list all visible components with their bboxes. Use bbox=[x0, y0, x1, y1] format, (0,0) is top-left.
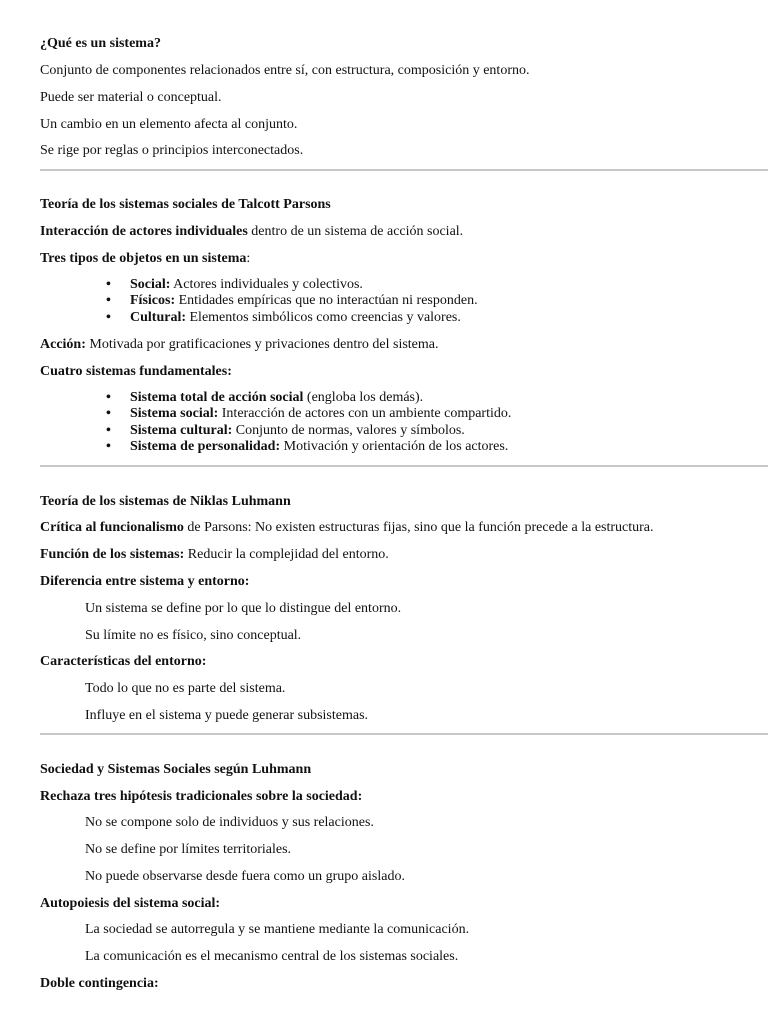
paragraph-line: Acción: Motivada por gratificaciones y privaciones dentro del sistema. bbox=[40, 337, 439, 352]
paragraph-line: Se rige por reglas o principios interconectados. bbox=[40, 143, 304, 158]
paragraph-line: Interacción de actores individuales dentro de un sistema de acción social. bbox=[40, 224, 464, 239]
indented-line: Influye en el sistema y puede generar subsistemas. bbox=[85, 708, 369, 723]
indented-line: Un sistema se define por lo que lo distingue del entorno. bbox=[85, 601, 402, 616]
indented-line: Su límite no es físico, sino conceptual. bbox=[85, 628, 302, 643]
section-title-parsons: Teoría de los sistemas sociales de Talcott Parsons bbox=[40, 197, 331, 212]
indented-line: No puede observarse desde fuera como un grupo aislado. bbox=[85, 869, 405, 884]
section-title-que-es-sistema: ¿Qué es un sistema? bbox=[40, 36, 161, 51]
paragraph-line: Cuatro sistemas fundamentales: bbox=[40, 364, 232, 379]
indented-line: No se define por límites territoriales. bbox=[85, 842, 292, 857]
list-item: • Sistema de personalidad: Motivación y orientación de los actores. bbox=[106, 439, 509, 454]
paragraph-line: Rechaza tres hipótesis tradicionales sobre la sociedad: bbox=[40, 789, 363, 804]
paragraph-line: Un cambio en un elemento afecta al conjunto. bbox=[40, 117, 298, 132]
indented-line: Todo lo que no es parte del sistema. bbox=[85, 681, 286, 696]
bullet-icon: • bbox=[106, 439, 111, 454]
section-title-luhmann: Teoría de los sistemas de Niklas Luhmann bbox=[40, 494, 291, 509]
paragraph-line: Función de los sistemas: Reducir la complejidad del entorno. bbox=[40, 547, 389, 562]
indented-line: La comunicación es el mecanismo central de los sistemas sociales. bbox=[85, 949, 459, 964]
list-item: • Sistema cultural: Conjunto de normas, valores y símbolos. bbox=[106, 423, 465, 438]
bullet-icon: • bbox=[106, 310, 111, 325]
bullet-icon: • bbox=[106, 406, 111, 421]
paragraph-line: Crítica al funcionalismo de Parsons: No existen estructuras fijas, sino que la función precede a la estructura. bbox=[40, 520, 654, 535]
paragraph-line: Puede ser material o conceptual. bbox=[40, 90, 222, 105]
paragraph-line: Características del entorno: bbox=[40, 654, 207, 669]
paragraph-line: Tres tipos de objetos en un sistema: bbox=[40, 251, 251, 266]
bullet-icon: • bbox=[106, 390, 111, 405]
paragraph-line: Doble contingencia: bbox=[40, 976, 159, 991]
indented-line: La sociedad se autorregula y se mantiene mediante la comunicación. bbox=[85, 922, 470, 937]
section-divider bbox=[40, 169, 768, 171]
paragraph-line: Diferencia entre sistema y entorno: bbox=[40, 574, 250, 589]
paragraph-line: Conjunto de componentes relacionados entre sí, con estructura, composición y entorno. bbox=[40, 63, 530, 78]
bullet-icon: • bbox=[106, 277, 111, 292]
list-item: • Sistema social: Interacción de actores con un ambiente compartido. bbox=[106, 406, 512, 421]
list-item: • Cultural: Elementos simbólicos como creencias y valores. bbox=[106, 310, 461, 325]
indented-line: No se compone solo de individuos y sus relaciones. bbox=[85, 815, 374, 830]
section-divider bbox=[40, 733, 768, 735]
section-title-sociedad: Sociedad y Sistemas Sociales según Luhmann bbox=[40, 762, 312, 777]
list-item: • Sistema total de acción social (engloba los demás). bbox=[106, 390, 424, 405]
list-item: • Físicos: Entidades empíricas que no interactúan ni responden. bbox=[106, 293, 478, 308]
section-divider bbox=[40, 465, 768, 467]
bullet-icon: • bbox=[106, 293, 111, 308]
list-item: • Social: Actores individuales y colectivos. bbox=[106, 277, 363, 292]
paragraph-line: Autopoiesis del sistema social: bbox=[40, 896, 221, 911]
bullet-icon: • bbox=[106, 423, 111, 438]
